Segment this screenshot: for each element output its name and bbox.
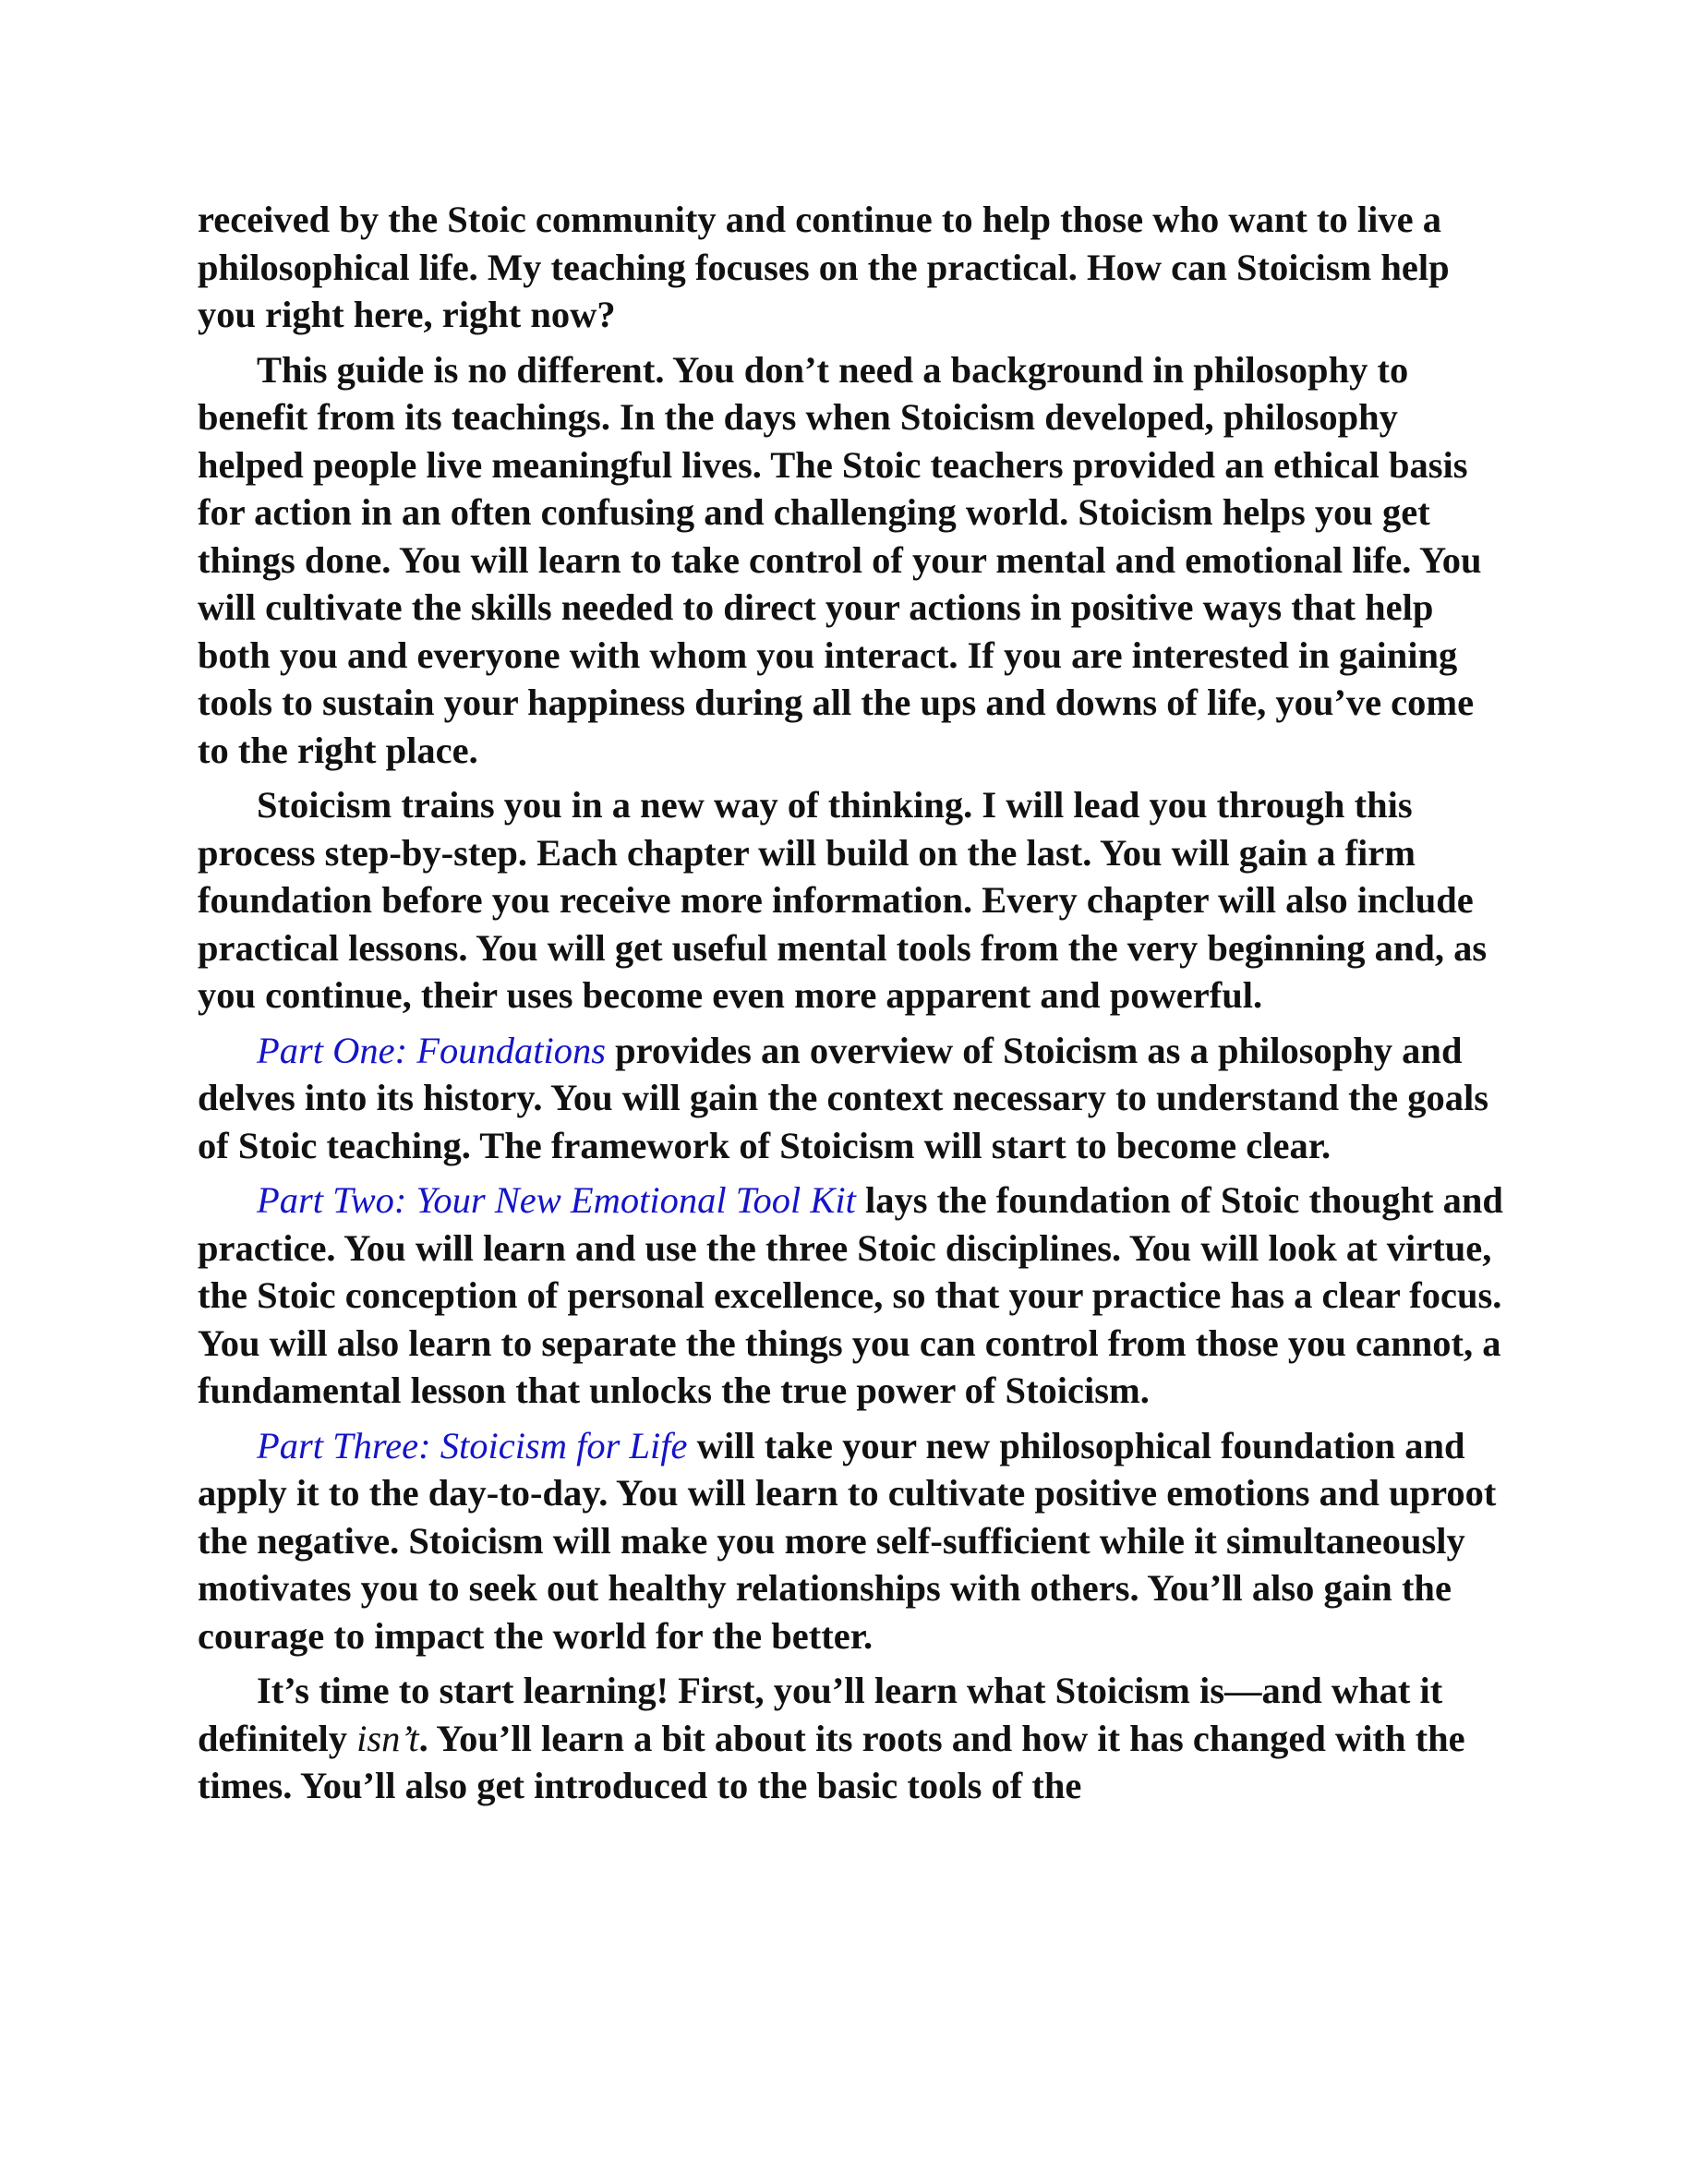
paragraph-continued: received by the Stoic community and continue to help those who want to live a philosophical life. My teaching focuses on the practical. How can Stoicism help you right here, right now? (198, 199, 1450, 335)
paragraph-part-two (198, 1176, 1509, 1415)
link-part-two[interactable]: Part Two: Your New Emotional Tool Kit (257, 1179, 856, 1221)
paragraph-part-one (198, 1027, 1509, 1170)
part-one-description: provides an overview of Stoicism as a philosophy and delves into its history. You will gain the context necessary to understand the goals of Stoic teaching. The framework of Stoicism will start to become clear. (198, 1029, 1489, 1166)
link-part-three[interactable]: Part Three: Stoicism for Life (257, 1424, 688, 1466)
paragraph-part-three (198, 1422, 1509, 1660)
start-learning-text: It’s time to start learning! First, you’ll learn what Stoicism is—and what it definitely (198, 1670, 1443, 1759)
document-body (198, 196, 1509, 1817)
paragraph-training: Stoicism trains you in a new way of thinking. I will lead you through this process step-by-step. Each chapter will build on the last. You will gain a firm foundation before you receive more information. Every chapter will also include practical lessons. You will get useful mental tools from the very beginning and, as you continue, their uses become even more apparent and powerful. (198, 784, 1488, 1016)
link-part-one[interactable]: Part One: Foundations (257, 1029, 606, 1071)
part-two-description: lays the foundation of Stoic thought and practice. You will learn and use the three Stoic disciplines. You will look at virtue, the Stoic conception of personal excellence, so that your practice has a clear focus. You will also learn to separate the things you can control from those you cannot, a fundamental lesson that unlocks the true power of Stoicism. (198, 1179, 1503, 1411)
emphasis-isnt: isn’t (356, 1717, 419, 1759)
start-learning-continuation: . You’ll learn a bit about its roots and how it has changed with the times. You’ll also get introduced to the basic tools of the (198, 1717, 1465, 1806)
paragraph-guide-intro: This guide is no different. You don’t need a background in philosophy to benefit from its teachings. In the days when Stoicism developed, philosophy helped people live meaningful lives. The Stoic teachers provided an ethical basis for action in an often confusing and challenging world. Stoicism helps you get things done. You will learn to take control of your mental and emotional life. You will cultivate the skills needed to direct your actions in positive ways that help both you and everyone with whom you interact. If you are interested in gaining tools to sustain your happiness during all the ups and downs of life, you’ve come to the right place. (198, 348, 1482, 771)
part-three-description: will take your new philosophical foundation and apply it to the day-to-day. You will learn to cultivate positive emotions and uproot the negative. Stoicism will make you more self-sufficient while it simultaneously motivates you to seek out healthy relationships with others. You’ll also gain the courage to impact the world for the better. (198, 1424, 1497, 1657)
paragraph-start-learning (198, 1667, 1509, 1810)
